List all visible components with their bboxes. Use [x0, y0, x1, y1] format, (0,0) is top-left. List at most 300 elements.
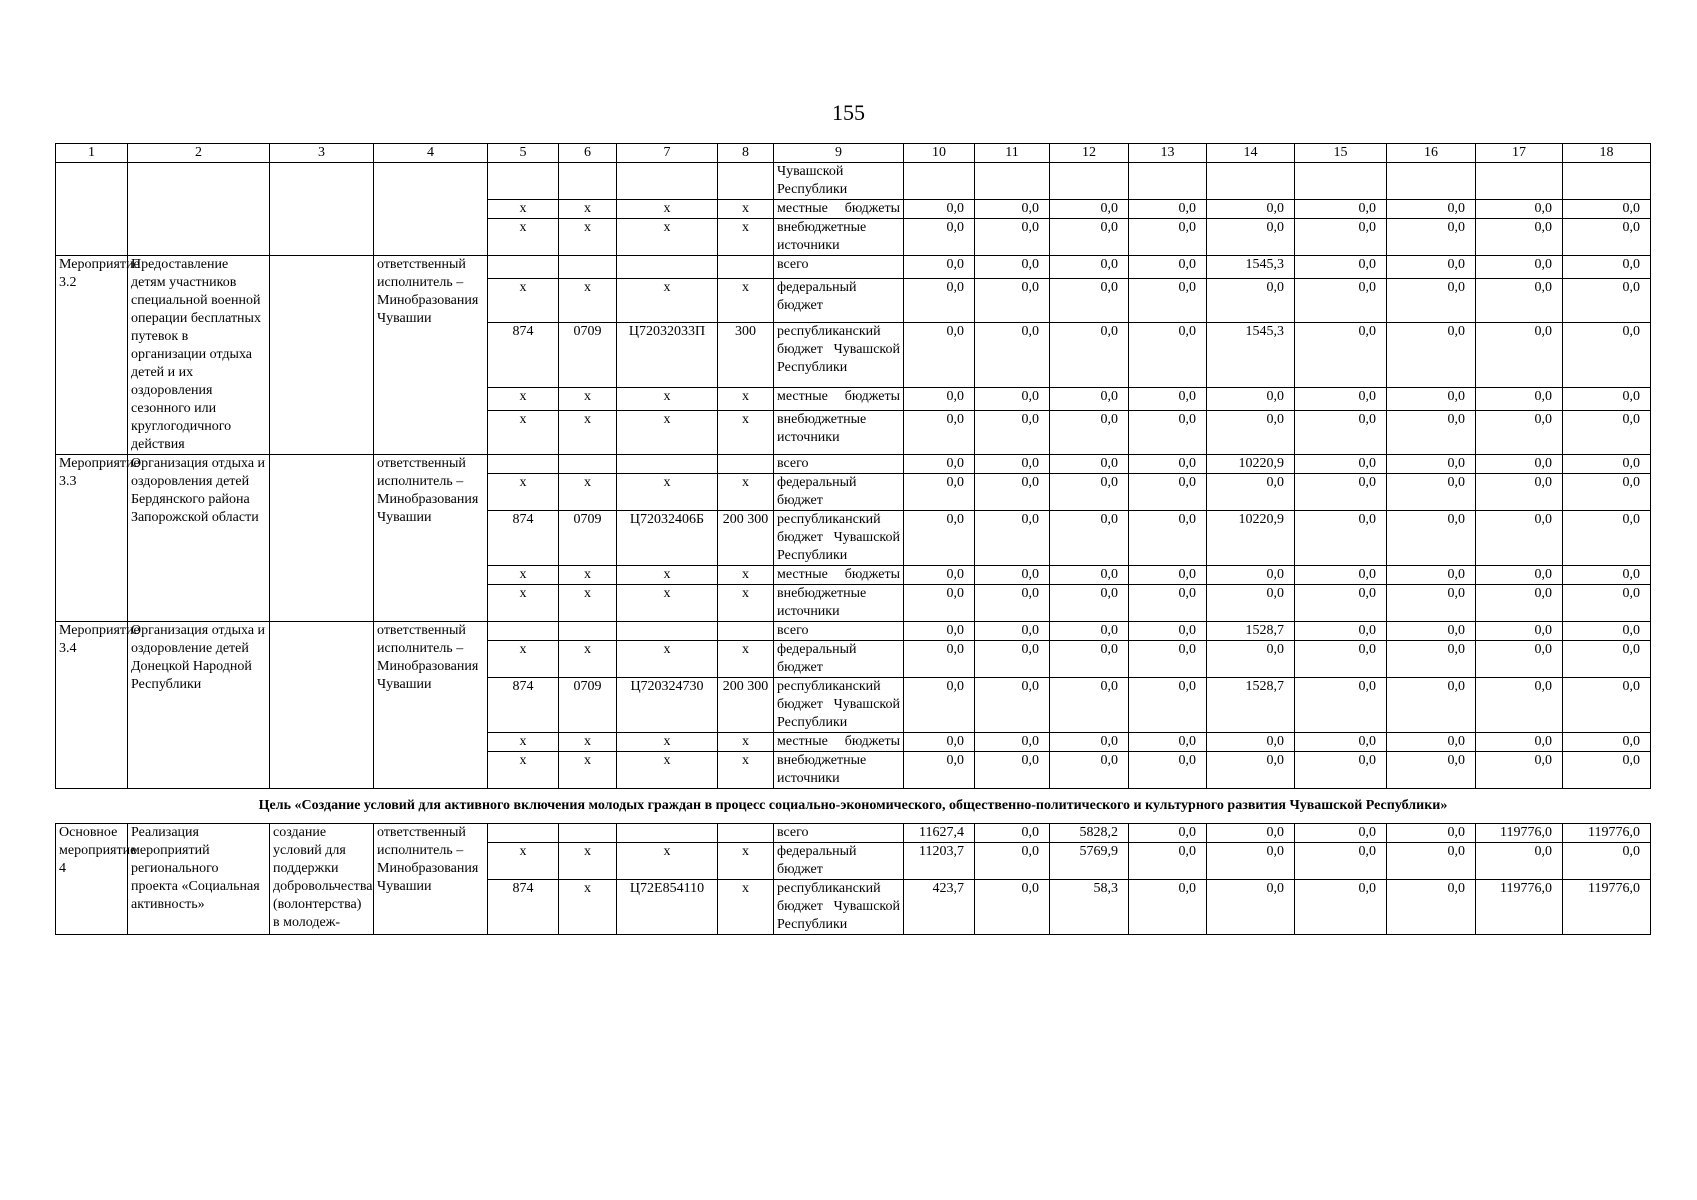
amount-year-2: 0,0	[975, 880, 1050, 935]
grbs-code: x	[488, 410, 559, 454]
amount-year-8: 0,0	[1476, 219, 1563, 256]
amount-year-2: 0,0	[975, 410, 1050, 454]
expense-type-code: 300	[718, 322, 774, 388]
section-code: x	[559, 641, 617, 678]
column-number-12: 12	[1050, 144, 1129, 163]
amount-year-5: 0,0	[1207, 733, 1295, 752]
amount-year-6: 0,0	[1295, 733, 1387, 752]
amount-year-2: 0,0	[975, 322, 1050, 388]
funding-source: республиканский бюджет Чувашской Республики	[774, 322, 904, 388]
funding-source: местные бюджеты	[774, 388, 904, 411]
column-number-2: 2	[128, 144, 270, 163]
amount-year-9: 0,0	[1563, 585, 1651, 622]
amount-year-8: 119776,0	[1476, 824, 1563, 843]
amount-year-1: 11203,7	[904, 843, 975, 880]
grbs-code: x	[488, 219, 559, 256]
amount-year-4: 0,0	[1129, 278, 1207, 322]
amount-year-3: 0,0	[1050, 219, 1129, 256]
amount-year-7	[1387, 163, 1476, 200]
column-number-15: 15	[1295, 144, 1387, 163]
grbs-code: x	[488, 200, 559, 219]
column-number-5: 5	[488, 144, 559, 163]
column-number-4: 4	[374, 144, 488, 163]
column-number-17: 17	[1476, 144, 1563, 163]
amount-year-5: 10220,9	[1207, 511, 1295, 566]
amount-year-5: 0,0	[1207, 278, 1295, 322]
funding-source: всего	[774, 622, 904, 641]
amount-year-3: 0,0	[1050, 678, 1129, 733]
amount-year-9: 0,0	[1563, 455, 1651, 474]
amount-year-9: 0,0	[1563, 388, 1651, 411]
goal-row	[56, 789, 1651, 824]
amount-year-5: 1528,7	[1207, 678, 1295, 733]
amount-year-9: 0,0	[1563, 322, 1651, 388]
amount-year-7: 0,0	[1387, 622, 1476, 641]
amount-year-2: 0,0	[975, 733, 1050, 752]
amount-year-7: 0,0	[1387, 752, 1476, 789]
amount-year-2: 0,0	[975, 278, 1050, 322]
amount-year-7: 0,0	[1387, 388, 1476, 411]
responsible-executor: ответственный исполнитель – Минобразования Чувашии	[374, 455, 488, 622]
amount-year-9: 0,0	[1563, 678, 1651, 733]
amount-year-3: 0,0	[1050, 511, 1129, 566]
amount-year-9: 0,0	[1563, 622, 1651, 641]
amount-year-2: 0,0	[975, 455, 1050, 474]
amount-year-7: 0,0	[1387, 733, 1476, 752]
amount-year-1: 0,0	[904, 566, 975, 585]
amount-year-7: 0,0	[1387, 824, 1476, 843]
amount-year-9: 0,0	[1563, 733, 1651, 752]
target-article-code: x	[617, 388, 718, 411]
budget-table	[55, 143, 1651, 935]
amount-year-5: 0,0	[1207, 410, 1295, 454]
amount-year-1: 423,7	[904, 880, 975, 935]
amount-year-9: 0,0	[1563, 256, 1651, 279]
amount-year-2: 0,0	[975, 474, 1050, 511]
amount-year-1: 0,0	[904, 733, 975, 752]
column-number-1: 1	[56, 144, 128, 163]
continuation-row	[56, 163, 1651, 200]
measure-goal-cell: создание условий для поддержки добровольчества (волонтерства) в молодеж-	[270, 824, 374, 935]
expense-type-code: x	[718, 566, 774, 585]
amount-year-1: 0,0	[904, 278, 975, 322]
section-code: x	[559, 219, 617, 256]
amount-year-6: 0,0	[1295, 566, 1387, 585]
amount-year-8: 0,0	[1476, 200, 1563, 219]
amount-year-3: 0,0	[1050, 752, 1129, 789]
target-article-code: x	[617, 278, 718, 322]
amount-year-4: 0,0	[1129, 622, 1207, 641]
amount-year-4: 0,0	[1129, 200, 1207, 219]
amount-year-5: 0,0	[1207, 824, 1295, 843]
measure-number: Мероприятие 3.4	[56, 622, 128, 789]
target-article-code: x	[617, 200, 718, 219]
amount-year-7: 0,0	[1387, 278, 1476, 322]
target-article-code	[617, 824, 718, 843]
amount-year-1: 0,0	[904, 455, 975, 474]
expense-type-code	[718, 256, 774, 279]
amount-year-7: 0,0	[1387, 455, 1476, 474]
amount-year-1: 0,0	[904, 256, 975, 279]
amount-year-1: 0,0	[904, 585, 975, 622]
amount-year-9: 0,0	[1563, 278, 1651, 322]
target-article-code: Ц720324730	[617, 678, 718, 733]
amount-year-7: 0,0	[1387, 880, 1476, 935]
amount-year-4: 0,0	[1129, 511, 1207, 566]
amount-year-4: 0,0	[1129, 641, 1207, 678]
amount-year-3: 0,0	[1050, 622, 1129, 641]
amount-year-2: 0,0	[975, 622, 1050, 641]
funding-source: местные бюджеты	[774, 733, 904, 752]
amount-year-1: 0,0	[904, 474, 975, 511]
amount-year-7: 0,0	[1387, 200, 1476, 219]
amount-year-2: 0,0	[975, 511, 1050, 566]
amount-year-4: 0,0	[1129, 474, 1207, 511]
expense-type-code: x	[718, 585, 774, 622]
amount-year-4: 0,0	[1129, 566, 1207, 585]
section-code: x	[559, 585, 617, 622]
expense-type-code	[718, 622, 774, 641]
amount-year-3	[1050, 163, 1129, 200]
section-code: x	[559, 278, 617, 322]
section-code: 0709	[559, 322, 617, 388]
amount-year-7: 0,0	[1387, 566, 1476, 585]
amount-year-3: 0,0	[1050, 388, 1129, 411]
funding-source: всего	[774, 455, 904, 474]
amount-year-6: 0,0	[1295, 455, 1387, 474]
amount-year-7: 0,0	[1387, 322, 1476, 388]
expense-type-code: x	[718, 200, 774, 219]
amount-year-9: 0,0	[1563, 219, 1651, 256]
target-article-code: Ц72032033П	[617, 322, 718, 388]
amount-year-5: 0,0	[1207, 585, 1295, 622]
amount-year-8: 0,0	[1476, 585, 1563, 622]
amount-year-3: 5769,9	[1050, 843, 1129, 880]
amount-year-1: 0,0	[904, 410, 975, 454]
expense-type-code: x	[718, 880, 774, 935]
amount-year-1: 11627,4	[904, 824, 975, 843]
amount-year-5: 0,0	[1207, 566, 1295, 585]
section-code: 0709	[559, 511, 617, 566]
amount-year-6: 0,0	[1295, 824, 1387, 843]
blank-cell	[128, 163, 270, 256]
amount-year-7: 0,0	[1387, 219, 1476, 256]
amount-year-3: 0,0	[1050, 641, 1129, 678]
amount-year-8: 0,0	[1476, 322, 1563, 388]
grbs-code: x	[488, 278, 559, 322]
amount-year-4: 0,0	[1129, 410, 1207, 454]
amount-year-3: 0,0	[1050, 474, 1129, 511]
amount-year-6: 0,0	[1295, 200, 1387, 219]
target-article-code: x	[617, 733, 718, 752]
amount-year-6: 0,0	[1295, 219, 1387, 256]
amount-year-2: 0,0	[975, 641, 1050, 678]
amount-year-1: 0,0	[904, 200, 975, 219]
expense-type-code: 200 300	[718, 511, 774, 566]
funding-source: республиканский бюджет Чувашской Республики	[774, 511, 904, 566]
amount-year-3: 0,0	[1050, 585, 1129, 622]
section-code: x	[559, 880, 617, 935]
amount-year-6: 0,0	[1295, 511, 1387, 566]
funding-source: внебюджетные источники	[774, 219, 904, 256]
column-number-14: 14	[1207, 144, 1295, 163]
amount-year-2: 0,0	[975, 585, 1050, 622]
measure-number: Мероприятие 3.2	[56, 256, 128, 455]
amount-year-9: 0,0	[1563, 410, 1651, 454]
funding-source: федеральный бюджет	[774, 474, 904, 511]
amount-year-5: 0,0	[1207, 880, 1295, 935]
amount-year-1: 0,0	[904, 388, 975, 411]
funding-source: внебюджетные источники	[774, 585, 904, 622]
grbs-code: x	[488, 566, 559, 585]
amount-year-2: 0,0	[975, 824, 1050, 843]
amount-year-9: 0,0	[1563, 752, 1651, 789]
funding-source: федеральный бюджет	[774, 641, 904, 678]
amount-year-2: 0,0	[975, 566, 1050, 585]
target-article-code: Ц72E854110	[617, 880, 718, 935]
amount-year-7: 0,0	[1387, 474, 1476, 511]
amount-year-2: 0,0	[975, 843, 1050, 880]
amount-year-3: 0,0	[1050, 566, 1129, 585]
grbs-code: x	[488, 474, 559, 511]
target-article-code: x	[617, 843, 718, 880]
measure-name: Организация отдыха и оздоровление детей Донецкой Народной Республики	[128, 622, 270, 789]
amount-year-8: 0,0	[1476, 410, 1563, 454]
amount-year-7: 0,0	[1387, 256, 1476, 279]
amount-year-3: 58,3	[1050, 880, 1129, 935]
amount-year-9: 0,0	[1563, 566, 1651, 585]
amount-year-2: 0,0	[975, 256, 1050, 279]
grbs-code: x	[488, 641, 559, 678]
section-code: 0709	[559, 678, 617, 733]
column-number-11: 11	[975, 144, 1050, 163]
amount-year-8: 0,0	[1476, 388, 1563, 411]
amount-year-9: 0,0	[1563, 474, 1651, 511]
amount-year-8: 0,0	[1476, 733, 1563, 752]
blank-cell	[56, 163, 128, 256]
amount-year-2: 0,0	[975, 678, 1050, 733]
measure-name: Организация отдыха и оздоровления детей Бердянского района Запорожской области	[128, 455, 270, 622]
amount-year-4: 0,0	[1129, 455, 1207, 474]
amount-year-9: 0,0	[1563, 200, 1651, 219]
amount-year-4: 0,0	[1129, 678, 1207, 733]
expense-type-code: x	[718, 752, 774, 789]
amount-year-4: 0,0	[1129, 824, 1207, 843]
amount-year-5: 0,0	[1207, 200, 1295, 219]
section-code: x	[559, 752, 617, 789]
amount-year-8: 0,0	[1476, 622, 1563, 641]
amount-year-9: 0,0	[1563, 511, 1651, 566]
expense-type-code: x	[718, 843, 774, 880]
amount-year-5: 0,0	[1207, 474, 1295, 511]
page-number: 155	[832, 100, 865, 125]
amount-year-1: 0,0	[904, 752, 975, 789]
amount-year-5: 0,0	[1207, 641, 1295, 678]
amount-year-6: 0,0	[1295, 678, 1387, 733]
funding-source: федеральный бюджет	[774, 278, 904, 322]
funding-source: всего	[774, 256, 904, 279]
amount-year-9: 0,0	[1563, 843, 1651, 880]
target-article-code: x	[617, 410, 718, 454]
amount-year-6: 0,0	[1295, 843, 1387, 880]
amount-year-9	[1563, 163, 1651, 200]
goal-heading: Цель «Создание условий для активного включения молодых граждан в процесс социально-экономического, общественно-политического и культурного развития Чувашской Республики»	[56, 789, 1651, 824]
amount-year-3: 5828,2	[1050, 824, 1129, 843]
amount-year-6: 0,0	[1295, 880, 1387, 935]
amount-year-6: 0,0	[1295, 256, 1387, 279]
amount-year-4: 0,0	[1129, 388, 1207, 411]
expense-type-code: x	[718, 410, 774, 454]
amount-year-5: 0,0	[1207, 388, 1295, 411]
amount-year-3: 0,0	[1050, 455, 1129, 474]
grbs-code: x	[488, 733, 559, 752]
expense-type-code: x	[718, 388, 774, 411]
column-number-7: 7	[617, 144, 718, 163]
measure-number: Мероприятие 3.3	[56, 455, 128, 622]
funding-source: Чувашской Республики	[774, 163, 904, 200]
amount-year-7: 0,0	[1387, 585, 1476, 622]
amount-year-7: 0,0	[1387, 678, 1476, 733]
measure-goal-cell	[270, 455, 374, 622]
section-code: x	[559, 843, 617, 880]
responsible-executor: ответственный исполнитель – Минобразования Чувашии	[374, 622, 488, 789]
target-article-code: Ц72032406Б	[617, 511, 718, 566]
amount-year-4: 0,0	[1129, 733, 1207, 752]
amount-year-3: 0,0	[1050, 278, 1129, 322]
amount-year-2: 0,0	[975, 200, 1050, 219]
blank-cell	[270, 163, 374, 256]
column-number-18: 18	[1563, 144, 1651, 163]
funding-source: местные бюджеты	[774, 200, 904, 219]
amount-year-7: 0,0	[1387, 410, 1476, 454]
amount-year-6: 0,0	[1295, 322, 1387, 388]
section-code: x	[559, 200, 617, 219]
expense-type-code	[718, 163, 774, 200]
target-article-code	[617, 163, 718, 200]
target-article-code: x	[617, 752, 718, 789]
amount-year-7: 0,0	[1387, 511, 1476, 566]
expense-type-code: x	[718, 219, 774, 256]
amount-year-5: 0,0	[1207, 219, 1295, 256]
section-code: x	[559, 410, 617, 454]
amount-year-6: 0,0	[1295, 474, 1387, 511]
amount-year-4: 0,0	[1129, 256, 1207, 279]
amount-year-7: 0,0	[1387, 843, 1476, 880]
amount-year-3: 0,0	[1050, 322, 1129, 388]
amount-year-3: 0,0	[1050, 410, 1129, 454]
amount-year-5: 1545,3	[1207, 256, 1295, 279]
amount-year-8: 0,0	[1476, 474, 1563, 511]
expense-type-code: x	[718, 278, 774, 322]
column-number-8: 8	[718, 144, 774, 163]
amount-year-8: 119776,0	[1476, 880, 1563, 935]
amount-year-6: 0,0	[1295, 278, 1387, 322]
expense-type-code: x	[718, 474, 774, 511]
amount-year-9: 119776,0	[1563, 824, 1651, 843]
expense-type-code	[718, 824, 774, 843]
section-code	[559, 163, 617, 200]
amount-year-3: 0,0	[1050, 200, 1129, 219]
funding-source: федеральный бюджет	[774, 843, 904, 880]
amount-year-5: 10220,9	[1207, 455, 1295, 474]
amount-year-8: 0,0	[1476, 256, 1563, 279]
amount-year-6: 0,0	[1295, 410, 1387, 454]
funding-source: республиканский бюджет Чувашской Республики	[774, 880, 904, 935]
expense-type-code	[718, 455, 774, 474]
amount-year-7: 0,0	[1387, 641, 1476, 678]
funding-source: внебюджетные источники	[774, 752, 904, 789]
target-article-code: x	[617, 219, 718, 256]
target-article-code: x	[617, 566, 718, 585]
amount-year-1: 0,0	[904, 511, 975, 566]
amount-year-4: 0,0	[1129, 219, 1207, 256]
amount-year-8: 0,0	[1476, 752, 1563, 789]
amount-year-8: 0,0	[1476, 278, 1563, 322]
amount-year-4	[1129, 163, 1207, 200]
column-number-16: 16	[1387, 144, 1476, 163]
grbs-code: x	[488, 752, 559, 789]
blank-cell	[374, 163, 488, 256]
amount-year-2	[975, 163, 1050, 200]
expense-type-code: x	[718, 641, 774, 678]
grbs-code: 874	[488, 511, 559, 566]
amount-year-8: 0,0	[1476, 455, 1563, 474]
funding-source: всего	[774, 824, 904, 843]
measure-name: Реализация мероприятий регионального проекта «Социальная активность»	[128, 824, 270, 935]
grbs-code: x	[488, 388, 559, 411]
section-code	[559, 622, 617, 641]
amount-year-6: 0,0	[1295, 752, 1387, 789]
amount-year-6: 0,0	[1295, 388, 1387, 411]
amount-year-4: 0,0	[1129, 322, 1207, 388]
amount-year-6: 0,0	[1295, 585, 1387, 622]
expense-type-code: x	[718, 733, 774, 752]
header-row	[56, 144, 1651, 163]
amount-year-5: 0,0	[1207, 843, 1295, 880]
amount-year-4: 0,0	[1129, 585, 1207, 622]
target-article-code	[617, 256, 718, 279]
amount-year-1: 0,0	[904, 678, 975, 733]
amount-year-3: 0,0	[1050, 256, 1129, 279]
responsible-executor: ответственный исполнитель – Минобразования Чувашии	[374, 824, 488, 935]
target-article-code: x	[617, 585, 718, 622]
column-number-10: 10	[904, 144, 975, 163]
amount-year-5	[1207, 163, 1295, 200]
grbs-code	[488, 622, 559, 641]
amount-year-5: 0,0	[1207, 752, 1295, 789]
amount-year-8: 0,0	[1476, 678, 1563, 733]
measure-row	[56, 824, 1651, 843]
amount-year-9: 119776,0	[1563, 880, 1651, 935]
amount-year-9: 0,0	[1563, 641, 1651, 678]
amount-year-4: 0,0	[1129, 752, 1207, 789]
amount-year-2: 0,0	[975, 388, 1050, 411]
amount-year-8: 0,0	[1476, 511, 1563, 566]
grbs-code	[488, 163, 559, 200]
amount-year-1: 0,0	[904, 622, 975, 641]
amount-year-3: 0,0	[1050, 733, 1129, 752]
amount-year-1: 0,0	[904, 219, 975, 256]
target-article-code: x	[617, 474, 718, 511]
amount-year-8	[1476, 163, 1563, 200]
measure-row	[56, 622, 1651, 641]
amount-year-8: 0,0	[1476, 566, 1563, 585]
funding-source: внебюджетные источники	[774, 410, 904, 454]
section-code: x	[559, 566, 617, 585]
amount-year-6: 0,0	[1295, 622, 1387, 641]
section-code: x	[559, 733, 617, 752]
amount-year-1: 0,0	[904, 641, 975, 678]
